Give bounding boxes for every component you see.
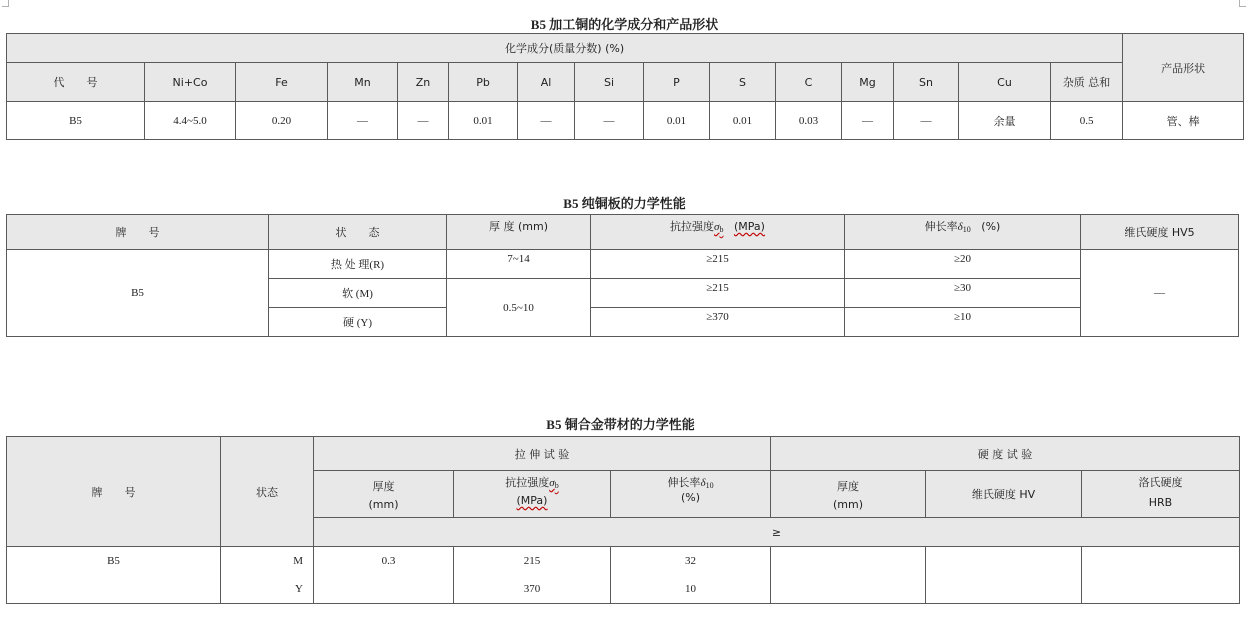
- alloy-strip-mechanical-table: [6, 436, 1240, 604]
- col-header-grade: 牌 号: [7, 437, 221, 547]
- cell-tensile: 215: [454, 547, 611, 576]
- cell-nico: 4.4~5.0: [145, 102, 236, 140]
- cell-state: 热 处 理(R): [269, 250, 447, 279]
- cell-impurity-total: 0.5: [1051, 102, 1123, 140]
- cell-elongation: ≥10: [845, 308, 1081, 337]
- cell-fe: 0.20: [236, 102, 328, 140]
- cell-p: 0.01: [644, 102, 710, 140]
- hardness-test-group-header: 硬 度 试 验: [771, 437, 1240, 471]
- tensile-test-group-header: 拉 伸 试 验: [314, 437, 771, 471]
- cell-state: Y: [221, 576, 314, 604]
- cell-thickness: 0.5~10: [447, 279, 591, 337]
- product-shape-header: 产品形状: [1123, 34, 1244, 102]
- col-header-zn: Zn: [398, 63, 449, 102]
- rockwell-unit: HRB: [1148, 496, 1173, 509]
- col-header-fe: Fe: [236, 63, 328, 102]
- cell-cu: 余量: [959, 102, 1051, 140]
- copper-plate-mechanical-table: [6, 214, 1239, 337]
- tensile-unit: (MPa): [733, 220, 765, 233]
- col-header-thickness: [314, 471, 454, 518]
- sigma-symbol: σ: [549, 477, 555, 489]
- col-header-elongation: [611, 471, 771, 518]
- col-header-grade: 牌 号: [7, 215, 269, 250]
- col-header-code: 代 号: [7, 63, 145, 102]
- cell-state: 软 (M): [269, 279, 447, 308]
- col-header-thickness: 厚 度 (mm): [447, 215, 591, 250]
- cell-mn: —: [328, 102, 398, 140]
- col-header-tensile-strength: [591, 215, 845, 250]
- cell-zn: —: [398, 102, 449, 140]
- tensile-unit: (MPa): [516, 494, 548, 507]
- cell-hardness: —: [1081, 250, 1239, 337]
- tensile-label: 抗拉强度: [670, 220, 715, 233]
- col-header-nico: Ni+Co: [145, 63, 236, 102]
- table-row: [7, 547, 1240, 576]
- cell-rockwell-hardness: [1082, 547, 1240, 604]
- col-header-pb: Pb: [449, 63, 518, 102]
- col-header-si: Si: [575, 63, 644, 102]
- cell-tensile: ≥215: [591, 279, 845, 308]
- table3-title: B5 铜合金带材的力学性能: [546, 417, 695, 432]
- col-header-hardness-thickness: [771, 471, 926, 518]
- col-header-impurity-total: 杂质 总和: [1051, 63, 1123, 102]
- cell-thickness: 7~14: [447, 250, 591, 279]
- chemical-composition-table: [6, 33, 1244, 140]
- delta-subscript: 10: [962, 225, 971, 234]
- col-header-cu: Cu: [959, 63, 1051, 102]
- col-header-state: 状 态: [269, 215, 447, 250]
- sigma-subscript: b: [554, 481, 559, 490]
- cell-sn: —: [894, 102, 959, 140]
- thickness-label: 厚度: [372, 479, 395, 493]
- cell-elongation: ≥20: [845, 250, 1081, 279]
- cell-elongation: 10: [611, 576, 771, 604]
- table1-title: B5 加工铜的化学成分和产品形状: [530, 17, 719, 32]
- cell-si: —: [575, 102, 644, 140]
- table-row: [7, 102, 1244, 140]
- cell-code: B5: [7, 102, 145, 140]
- cell-mg: —: [842, 102, 894, 140]
- col-header-al: Al: [518, 63, 575, 102]
- col-header-s: S: [710, 63, 776, 102]
- hardness-thickness-unit: (mm): [832, 497, 863, 511]
- composition-group-header: 化学成分(质量分数) (%): [7, 34, 1123, 63]
- cell-state: 硬 (Y): [269, 308, 447, 337]
- cell-state: M: [221, 547, 314, 576]
- delta-symbol: δ: [957, 221, 963, 233]
- delta-symbol: δ: [700, 477, 706, 489]
- cell-grade: B5: [7, 250, 269, 337]
- cell-hardness-thickness: [771, 547, 926, 604]
- cell-al: —: [518, 102, 575, 140]
- col-header-rockwell-hardness: [1082, 471, 1240, 518]
- rockwell-label: 洛氏硬度: [1138, 476, 1183, 489]
- hardness-thickness-label: 厚度: [837, 479, 859, 493]
- cell-grade: B5: [7, 547, 221, 604]
- cell-product-shape: 管、棒: [1123, 102, 1244, 140]
- elongation-unit: (%): [981, 220, 1001, 233]
- cell-elongation: 32: [611, 547, 771, 576]
- sigma-subscript: b: [719, 225, 724, 234]
- table2-title: B5 纯铜板的力学性能: [563, 196, 686, 211]
- table-row: [7, 250, 1239, 279]
- cell-tensile: ≥215: [591, 250, 845, 279]
- sigma-symbol: σ: [714, 221, 720, 233]
- page-corner-mark-left: [2, 0, 9, 7]
- tensile-label: 抗拉强度: [505, 476, 550, 489]
- cell-elongation: ≥30: [845, 279, 1081, 308]
- cell-s: 0.01: [710, 102, 776, 140]
- elongation-label: 伸长率: [924, 220, 958, 233]
- cell-tensile: ≥370: [591, 308, 845, 337]
- col-header-tensile-strength: [454, 471, 611, 518]
- cell-tensile: 370: [454, 576, 611, 604]
- col-header-elongation: [845, 215, 1081, 250]
- col-header-vickers-hardness: 维氏硬度 HV: [926, 471, 1082, 518]
- col-header-sn: Sn: [894, 63, 959, 102]
- page-corner-mark-right: [1239, 0, 1246, 7]
- col-header-state: 状态: [221, 437, 314, 547]
- cell-c: 0.03: [776, 102, 842, 140]
- col-header-p: P: [644, 63, 710, 102]
- col-header-c: C: [776, 63, 842, 102]
- cell-vickers-hardness: [926, 547, 1082, 604]
- col-header-vickers-hardness: 维氏硬度 HV5: [1081, 215, 1239, 250]
- delta-subscript: 10: [705, 481, 714, 490]
- elongation-unit: (%): [680, 491, 701, 504]
- thickness-unit: (mm): [368, 497, 399, 511]
- col-header-mg: Mg: [842, 63, 894, 102]
- cell-pb: 0.01: [449, 102, 518, 140]
- elongation-label: 伸长率: [667, 476, 701, 489]
- col-header-mn: Mn: [328, 63, 398, 102]
- cell-thickness: 0.3: [314, 547, 454, 604]
- minimum-values-indicator: ≥: [314, 518, 1240, 547]
